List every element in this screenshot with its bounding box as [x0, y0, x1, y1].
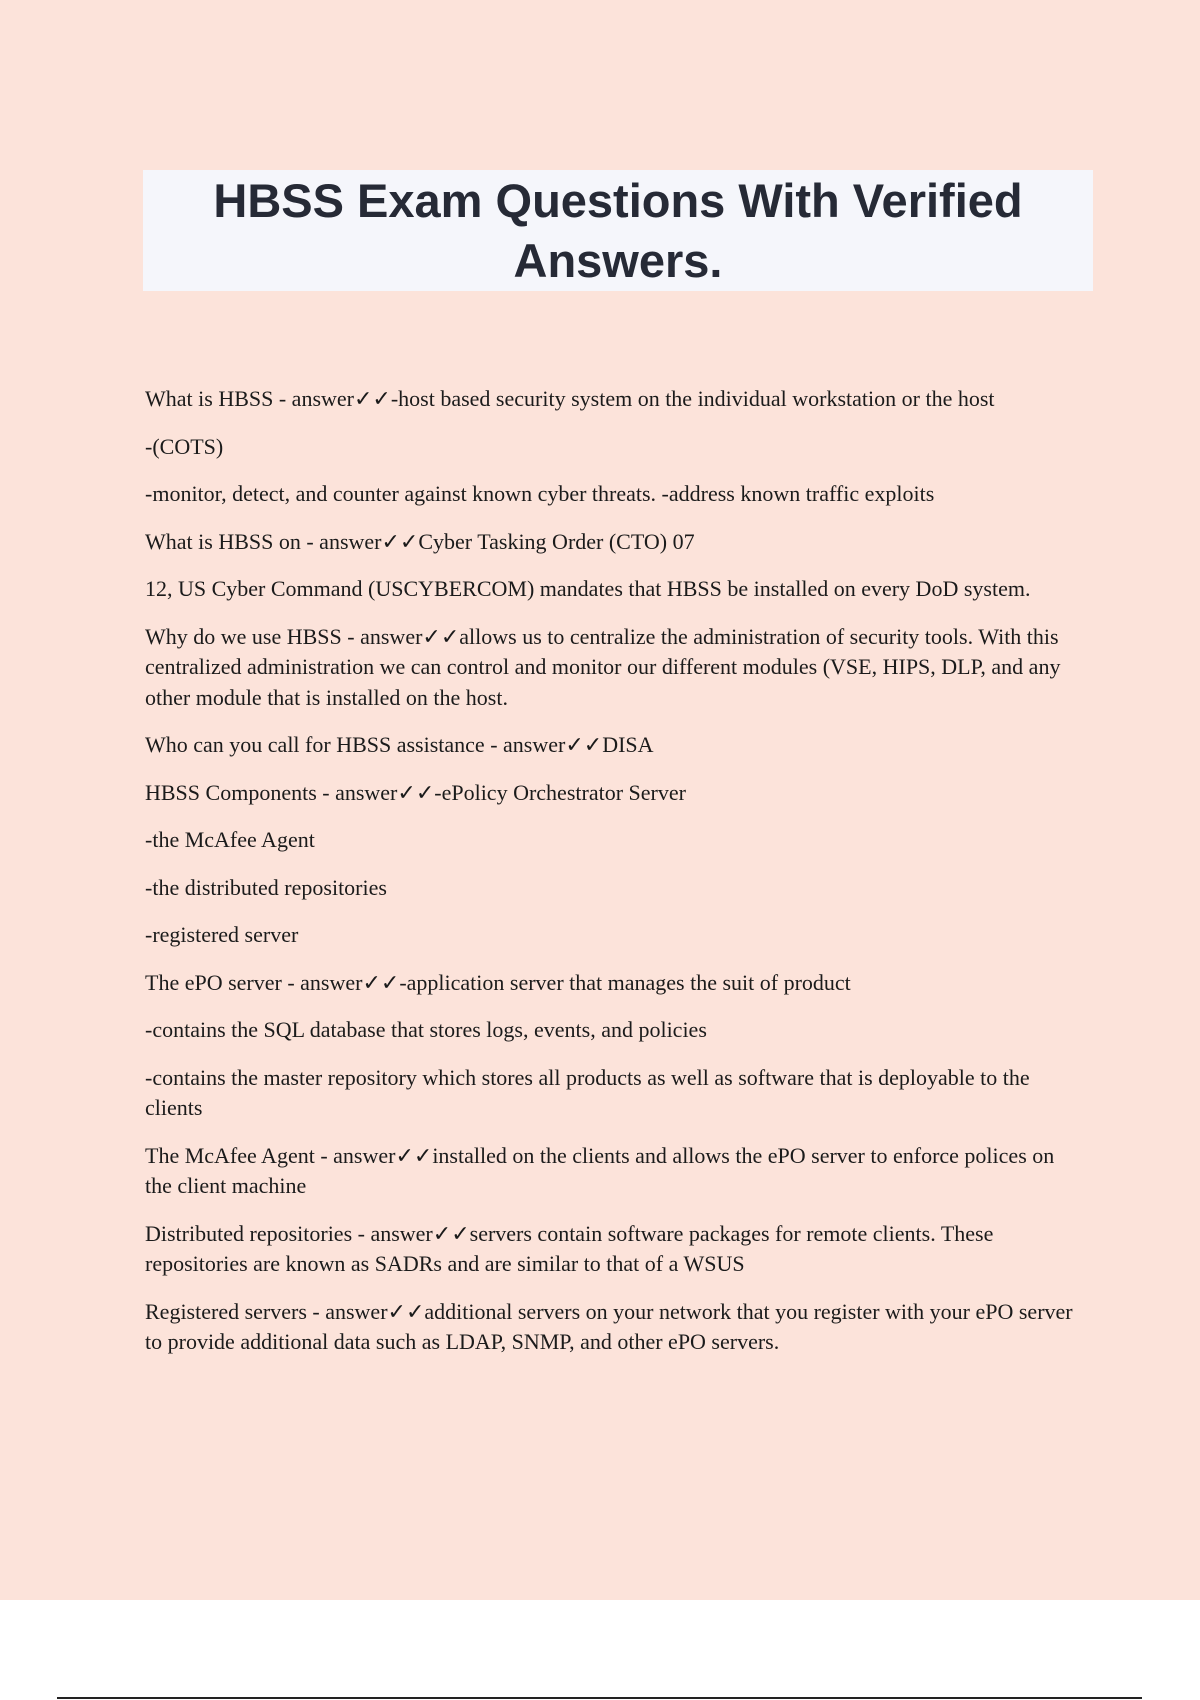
paragraph: -registered server — [145, 922, 299, 947]
document-title: HBSS Exam Questions With Verified Answers. — [213, 173, 1023, 287]
paragraph: The McAfee Agent - answer✓✓installed on the clients and allows the ePO server to enforce polices on the client machine — [145, 1142, 1055, 1198]
paragraph: What is HBSS - answer✓✓-host based security system on the individual workstation or the host — [145, 386, 995, 411]
paragraph: 12, US Cyber Command (USCYBERCOM) mandates that HBSS be installed on every DoD system. — [145, 576, 1031, 601]
paragraph: The ePO server - answer✓✓-application server that manages the suit of product — [145, 969, 851, 995]
document-body — [145, 384, 1085, 1375]
paragraph: What is HBSS on - answer✓✓Cyber Tasking Order (CTO) 07 — [145, 528, 695, 554]
title-banner — [143, 170, 1093, 291]
paragraph: -contains the master repository which stores all products as well as software that is deployable to the clients — [145, 1064, 1030, 1120]
paragraph: -contains the SQL database that stores logs, events, and policies — [145, 1017, 707, 1042]
paragraph: -(COTS) — [145, 433, 224, 459]
paragraph: Registered servers - answer✓✓additional servers on your network that you register with your ePO server to provide additional data such as LDAP, SNMP, and other ePO servers. — [145, 1298, 1073, 1354]
paragraph: Who can you call for HBSS assistance - answer✓✓DISA — [145, 732, 654, 757]
paragraph: -monitor, detect, and counter against known cyber threats. -address known traffic exploits — [145, 481, 935, 506]
page-divider — [57, 1697, 1142, 1699]
paragraph: -the McAfee Agent — [145, 827, 315, 852]
paragraph: Distributed repositories - answer✓✓servers contain software packages for remote clients. These repositories are known as SADRs and are similar to that of a WSUS — [145, 1220, 994, 1276]
paragraph: HBSS Components - answer✓✓-ePolicy Orchestrator Server — [145, 779, 686, 805]
paragraph: Why do we use HBSS - answer✓✓allows us to centralize the administration of security tools. With this centralized administration we can control and monitor our different modules (VSE, HIPS, DLP, and any other module that is installed on the host. — [145, 623, 1061, 710]
paragraph: -the distributed repositories — [145, 874, 387, 900]
